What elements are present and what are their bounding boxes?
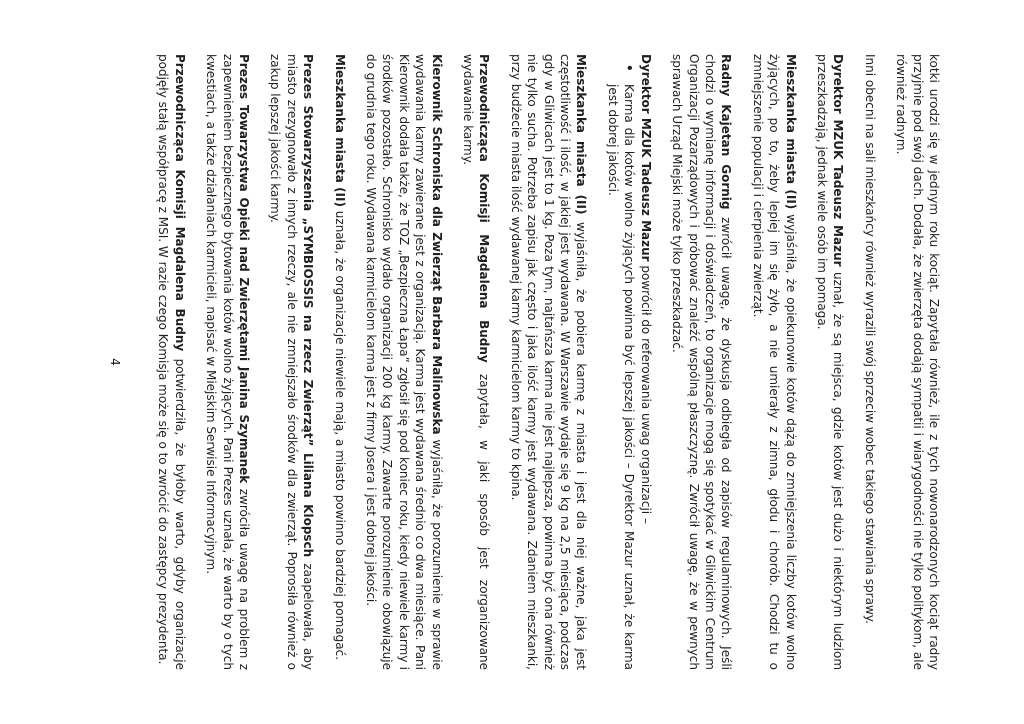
- speaker-name: Prezes Stowarzyszenia „SYMBIOSSIS na rzecz Zwierząt” Liliana Klopsch: [301, 54, 316, 558]
- paragraph-13: Przewodnicząca Komisji Magdalena Budny potwierdziła, że byłoby warto, gdyby organizacje podjęły stałą współpracę z MSI. W razie czego Komisja może się o to zwrócić do zastępcy prezydenta.: [156, 54, 187, 670]
- paragraph-4: Mieszkanka miasta (II) wyjaśniła, że opiekunowie kotów dążą do zmniejszenia liczby kotów wolno żyjących, po to, żeby lepiej im się żyło, a nie umierały z zimna, głodu i chorób. Chodzi tu o zmniejszenie populacji i cierpienia zwierząt.: [750, 54, 798, 670]
- speaker-name: Mieszkanka miasta (II): [332, 54, 347, 207]
- bullet-icon: •: [622, 64, 637, 72]
- speaker-name: Radny Kajetan Gornig: [719, 54, 734, 210]
- paragraph-9: Kierownik Schroniska dla Zwierząt Barbara Malinowska wyjaśniła, że porozumienie w sprawie wydawania karmy zawierane jest z organizacją. Karma jest wydawana średnio co dwa miesiące. Pani Kierownik dodała także, że TOZ „Bezpieczna Łapa” zgłosił się pod koniec roku, kiedy niewiele karmy i środków pozostało. Schronisko wydało organizacji 200 kg karmy. Zawarte porozumienie obowiązuje do grudnia tego roku. Wydawana karmicielom karma jest z firmy Josera i jest dobrej jakości.: [364, 54, 444, 671]
- paragraph-6: Dyrektor MZUK Tadeusz Mazur powrócił do referowania uwag organizacji –: [638, 54, 653, 524]
- speaker-name: Mieszkanka miasta (II): [783, 54, 798, 210]
- paragraph-11: Prezes Stowarzyszenia „SYMBIOSSIS na rzecz Zwierząt” Liliana Klopsch zaapelowała, aby miasto zrezygnowało z innych rzeczy, ale nie zmniejszało środków dla zwierząt. Poprosiła również o zakup lepszej jakości karmy.: [268, 54, 316, 670]
- document-page: [62, 2, 962, 722]
- speaker-name: Prezes Towarzystwa Opieki nad Zwierzętami Janina Szymanek: [237, 54, 251, 484]
- paragraph-3: Dyrektor MZUK Tadeusz Mazur uznał, że są miejsca, gdzie kotów jest dużo i niektórym ludziom przeszkadzają, jednak wiele osób im pomaga.: [814, 54, 846, 671]
- speaker-name: Dyrektor MZUK Tadeusz Mazur: [831, 54, 846, 267]
- paragraph-12: Prezes Towarzystwa Opieki nad Zwierzętami Janina Szymanek zwróciła uwagę na problem z zapewnieniem bezpiecznego bytowania kotów wolno żyjących. Pani Prezes uznała, że warto by o tych kwestiach, a także działaniach karmicieli, napisać w Miejskim Serwisie Informacyjnym.: [204, 54, 251, 671]
- paragraph-8: Przewodnicząca Komisji Magdalena Budny zapytała, w jaki sposób jest zorganizowane wydawanie karmy.: [461, 54, 492, 670]
- paragraph-1: kotki urodzi się w jednym roku kociąt. Zapytała również, ile z tych nowonarodzonych kociąt radny przyjmie pod swój dach. Dodała, że zwierzęta dodają sympatii i wiarygodności nie tylko politykom, ale również radnym.: [894, 54, 941, 670]
- paragraph-10: Mieszkanka miasta (II) uznała, że organizacje niewiele mają, a miasto powinno bardziej pomagać.: [332, 54, 347, 661]
- paragraph-5: Radny Kajetan Gornig zwrócił uwagę, że dyskusja odbiegła od zapisów regulaminowych. Jeśli chodzi o wymianę informacji i doświadczeń, to organizacje mogą się spotykać w Gliwickim Centrum Organizacji Pozarządowych i próbować znaleźć wspólną płaszczyznę. Zwrócił uwagę, że w pewnych sprawach Urząd Miejski może tylko przeszkadzać.: [670, 54, 734, 671]
- speaker-name: Dyrektor MZUK Tadeusz Mazur: [638, 54, 653, 262]
- page-number: 4: [108, 358, 122, 366]
- speaker-name: Kierownik Schroniska dla Zwierząt Barbara Malinowska: [429, 54, 444, 435]
- paragraph-7: Mieszkanka miasta (II) wyjaśniła, że pobiera karmę z miasta i jest dla niej ważne, jaka jest częstotliwość i ilość, w jakiej jest wydawana. W Warszawie wydaje się 9 kg na 2,5 miesiąca, podczas gdy w Gliwicach jest to 1 kg. Poza tym, najtańsza karma nie jest najlepsza, powinna być ona również nie tylko sucha. Potrzeba zapisu jak często i jaka ilość karmy jest wydawana. Zdaniem mieszkanki, przy budżecie miasta ilość wydawanej karmy karmicielom karmy to kpina.: [508, 54, 589, 670]
- speaker-name: Przewodnicząca Komisji Magdalena Budny: [477, 54, 492, 363]
- paragraph-2: Inni obecni na sali mieszkańcy również wyrazili swój sprzeciw wobec takiego stawiania sprawy.: [862, 54, 877, 624]
- speaker-name: Mieszkanka miasta (II): [574, 54, 589, 215]
- bullet-item: • Karma dla kotów wolno żyjących powinna być lepszej jakości – Dyrektor Mazur uznał, że karma jest dobrej jakości.: [605, 64, 637, 670]
- speaker-name: Przewodnicząca Komisji Magdalena Budny: [172, 54, 187, 352]
